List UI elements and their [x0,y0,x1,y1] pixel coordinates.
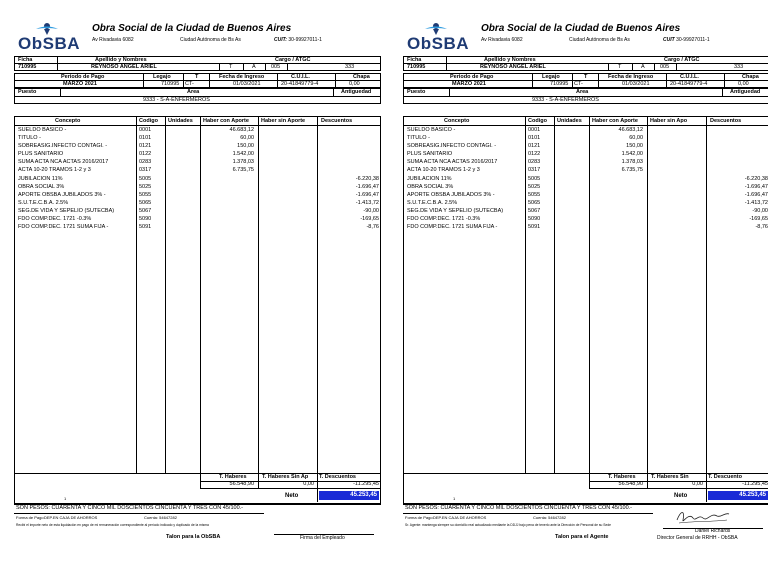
row-haber-con: 1.378,03 [232,159,254,166]
row-haber-con: 46.683,12 [229,127,254,133]
name-label: Apellido y Nombres [484,56,536,63]
col-unidades: Unidades [557,117,582,124]
row-descuento: -90,00 [752,207,768,214]
area-value: 9333 - S-A-ENFERMEROS [532,96,599,103]
row-haber-con: 60,00 [240,135,254,142]
ficha-label: Ficha [18,56,33,63]
logo-text: ObSBA [18,34,80,53]
col-haber-con: Haber con Aporte [592,117,638,124]
row-codigo: 5090 [528,216,541,223]
chapa-value: 0,00 [738,80,749,87]
ficha-value: 710995 [407,63,426,70]
total-descuentos-value: -11.295,45 [353,481,379,487]
row-codigo: 0101 [139,135,152,142]
row-descuento: -1.696,47 [355,183,379,190]
row-concepto: OBRA SOCIAL 3% [407,183,454,190]
row-concepto: APORTE OBSBA JUBILADOS 3% - [18,191,106,198]
org-cuit [274,37,322,43]
row-codigo: 5091 [528,224,541,231]
row-concepto: S.U.T.E.C.B.A. 2.5% [18,199,69,206]
cargo-label: Cargo / ATGC [275,56,311,63]
row-concepto: SEG.DE VIDA Y SEPELIO (SUTECBA) [18,207,115,214]
payslip-right [403,18,768,546]
cuenta-value: Cuenta: 54647282 [533,515,566,520]
table-row [404,126,768,134]
cuit-label: CUIT [663,37,675,43]
row-codigo: 5067 [139,207,152,214]
row-descuento: -169,65 [749,216,768,223]
total-sin-aporte-value: 0,00 [303,481,314,487]
table-row [15,126,380,134]
cargo-a: A [641,63,645,70]
puesto-label: Puesto [18,89,37,95]
org-address: Av Rivadavia 6082 [481,37,523,43]
col-concepto: Concepto [444,117,470,124]
ficha-value: 710995 [18,63,37,70]
row-haber-con: 46.683,12 [618,127,643,133]
row-haber-con: 150,00 [237,143,254,150]
talon-label: Talon para la ObSBA [166,534,221,540]
area-label: Area [187,89,200,95]
row-haber-con: 6.735,75 [232,167,254,174]
row-concepto: SOBREASIG.INFECTO CONTAGI. - [407,143,497,150]
table-row [404,199,768,207]
firma-empleado-label: Firma del Empleado [300,535,345,541]
employee-box [14,56,381,71]
cuil-label: C.U.I.L. [291,73,310,80]
row-codigo: 5055 [528,191,541,198]
period-box [403,73,768,88]
table-row [404,175,768,183]
row-concepto: APORTE OBSBA JUBILADOS 3% - [407,191,495,198]
table-row [15,183,380,191]
row-codigo: 0121 [139,143,152,150]
row-concepto: OBRA SOCIAL 3% [18,183,65,190]
row-codigo: 5091 [139,224,152,231]
row-haber-con: 1.542,00 [232,151,254,158]
row-codigo: 5090 [139,216,152,223]
total-haberes-label: T. Haberes [219,474,247,480]
col-haber-con: Haber con Aporte [203,117,249,124]
periodo-value: MARZO 2021 [63,80,97,87]
row-codigo: 5025 [139,183,152,190]
cargo-a: A [252,63,256,70]
ingreso-label: Fecha de Ingreso [608,73,654,80]
signature-icon [673,506,733,528]
table-row [404,134,768,142]
col-descuentos: Descuentos [321,117,353,124]
col-codigo: Codigo [528,117,547,124]
table-row [404,183,768,191]
cuenta-value: Cuenta: 54647282 [144,515,177,520]
row-codigo: 0122 [528,151,541,158]
row-codigo: 0121 [528,143,541,150]
col-codigo: Codigo [139,117,158,124]
employee-name: REYNOSO ANGEL ARIEL [91,63,157,70]
neto-value: 45.253,45 [319,491,379,500]
legajo-label: Legajo [153,73,171,80]
table-row [404,158,768,166]
row-haber-con: 6.735,75 [621,167,643,174]
cargo-label: Cargo / ATGC [664,56,700,63]
t-label: T [195,73,199,80]
table-row [15,199,380,207]
total-descuentos-label: T. Descuento [708,474,742,480]
row-haber-con: 1.542,00 [621,151,643,158]
row-codigo: 0283 [139,159,152,166]
row-descuento: -90,00 [363,207,379,214]
signer-name: Daniel Richards [695,528,731,534]
row-codigo: 0283 [528,159,541,166]
concept-rows [404,126,768,231]
row-codigo: 0001 [139,127,152,133]
position-box [403,88,768,104]
row-codigo: 5025 [528,183,541,190]
row-descuento: -1.696,47 [744,191,768,198]
total-sin-aporte-value: 0,00 [692,481,703,487]
ficha-label: Ficha [407,56,422,63]
neto-label: Neto [285,493,299,499]
table-row [404,223,768,231]
chapa-label: Chapa [353,73,370,80]
row-codigo: 0317 [139,167,152,174]
row-concepto: FDO COMP.DEC. 1721 -0.3% [18,216,92,223]
ingreso-value: 01/03/2021 [233,80,261,87]
slip-header [14,18,381,56]
cuil-value: 20-41849779-4 [281,80,319,87]
row-concepto: SUMA ACTA NCA ACTAS 2016/2017 [407,159,498,166]
concepts-table [403,116,768,474]
payslip-left [14,18,381,546]
cuil-value: 20-41849779-4 [670,80,708,87]
row-codigo: 5005 [528,175,541,182]
legajo-suffix: CT- [574,80,583,87]
row-concepto: TITULO - [407,135,430,142]
row-descuento: -1.413,72 [355,199,379,206]
row-concepto: FDO COMP.DEC. 1721 SUMA FIJA - [18,224,109,231]
obsba-logo [16,22,80,56]
row-haber-con: 150,00 [626,143,643,150]
row-descuento: -6.220,38 [744,175,768,182]
period-box [14,73,381,88]
forma-pago-label: Forma de Pago [16,515,44,520]
employee-box [403,56,768,71]
cargo-code: 333 [734,63,744,70]
row-concepto: SUELDO BASICO - [407,127,456,133]
antiguedad-label: Antiguedad [341,89,372,95]
table-row [404,150,768,158]
logo-text: ObSBA [407,34,469,53]
t-label: T [584,73,588,80]
row-codigo: 0122 [139,151,152,158]
cargo-num: 005 [660,63,670,70]
org-name: Obra Social de la Ciudad de Buenos Aires [92,23,292,34]
table-row [404,191,768,199]
table-row [15,150,380,158]
row-descuento: -8,76 [755,224,768,231]
col-haber-sin: Haber sin Apo [650,117,688,124]
row-codigo: 5005 [139,175,152,182]
cuit-value: 30-99927011-1 [288,37,322,43]
obsba-logo [405,22,469,56]
total-haberes-value: 56.548,90 [229,481,254,487]
org-name: Obra Social de la Ciudad de Buenos Aires [481,23,681,34]
legajo-label: Legajo [542,73,560,80]
total-haberes-value: 56.548,90 [618,481,643,487]
row-haber-con: 60,00 [629,135,643,142]
ingreso-value: 01/03/2021 [622,80,650,87]
row-concepto: S.U.T.E.C.B.A. 2.5% [407,199,458,206]
area-label: Area [576,89,589,95]
row-concepto: ACTA 10-20 TRAMOS 1-2 y 3 [18,167,91,174]
row-concepto: TITULO - [18,135,41,142]
forma-pago-value: DEP.EN CAJA DE AHORROS [433,515,487,520]
table-row [15,134,380,142]
col-unidades: Unidades [168,117,193,124]
forma-pago-value: DEP.EN CAJA DE AHORROS [44,515,98,520]
row-codigo: 5065 [139,199,152,206]
total-haberes-label: T. Haberes [608,474,636,480]
name-label: Apellido y Nombres [95,56,147,63]
row-descuento: -1.413,72 [744,199,768,206]
table-row [404,215,768,223]
table-row [15,166,380,174]
concept-rows [15,126,380,231]
row-concepto: SUMA ACTA NCA ACTAS 2016/2017 [18,159,109,166]
chapa-value: 0,00 [349,80,360,87]
chapa-label: Chapa [742,73,759,80]
cargo-num: 005 [271,63,281,70]
cargo-t: T [618,63,622,70]
page-mark: 1 [453,496,456,501]
row-codigo: 0317 [528,167,541,174]
page-mark: 1 [64,496,67,501]
row-descuento: -1.696,47 [744,183,768,190]
neto-value: 45.253,45 [708,491,768,500]
table-row [15,158,380,166]
row-codigo: 5055 [139,191,152,198]
area-value: 9333 - S-A-ENFERMEROS [143,96,210,103]
table-row [404,207,768,215]
forma-pago-label: Forma de Pago [405,515,433,520]
total-descuentos-label: T. Descuentos [319,474,356,480]
org-city: Ciudad Autónoma de Bs As [180,37,241,43]
table-row [15,191,380,199]
neto-label: Neto [674,493,688,499]
row-descuento: -6.220,38 [355,175,379,182]
cargo-code: 333 [345,63,355,70]
totals-box [403,474,768,504]
cargo-t: T [229,63,233,70]
periodo-label: Periodo de Pago [450,73,494,80]
cuil-label: C.U.I.L. [680,73,699,80]
cuit-label: CUIT: [274,37,287,43]
row-concepto: JUBILACION 11% [407,175,452,182]
slip-header [403,18,768,56]
cuit-value: 30-99927011-1 [676,37,710,43]
row-descuento: -169,65 [360,216,379,223]
row-codigo: 0101 [528,135,541,142]
col-concepto: Concepto [55,117,81,124]
periodo-value: MARZO 2021 [452,80,486,87]
row-concepto: ACTA 10-20 TRAMOS 1-2 y 3 [407,167,480,174]
table-row [15,142,380,150]
legajo-suffix: CT- [185,80,194,87]
row-descuento: -1.696,47 [355,191,379,198]
col-haber-sin: Haber sin Aporte [261,117,306,124]
antiguedad-label: Antiguedad [730,89,761,95]
position-box [14,88,381,104]
row-concepto: SEG.DE VIDA Y SEPELIO (SUTECBA) [407,207,504,214]
footer-note: Sr. Agente: mantenga siempre su domicilio real actualizado mediante la DDJJ bajo pena de tenerlo ante la Dirección de Personal de su Sede [405,523,611,527]
talon-label: Talon para el Agente [555,534,609,540]
row-concepto: SOBREASIG.INFECTO CONTAGI. - [18,143,108,150]
row-concepto: JUBILACION 11% [18,175,63,182]
table-row [15,223,380,231]
signer-title: Director General de RRHH - ObSBA [657,535,738,541]
org-address: Av Rivadavia 6082 [92,37,134,43]
row-concepto: PLUS SANITARIO [18,151,64,158]
footer-note: Recibí el importe neto de esta liquidación en pago de mi remuneración correspondiente al período indicado y duplicado de la misma [16,523,209,527]
table-row [15,215,380,223]
org-city: Ciudad Autónoma de Bs As [569,37,630,43]
org-cuit [663,37,710,43]
row-concepto: FDO COMP.DEC. 1721 SUMA FIJA - [407,224,498,231]
employee-name: REYNOSO ANGEL ARIEL [480,63,546,70]
periodo-label: Periodo de Pago [61,73,105,80]
table-row [404,166,768,174]
totals-box [14,474,381,504]
total-sin-aporte-label: T. Haberes Sin Ap [262,474,309,480]
concepts-table [14,116,381,474]
total-descuentos-value: -11.295,45 [742,481,768,487]
table-row [404,142,768,150]
table-row [15,207,380,215]
row-concepto: SUELDO BASICO - [18,127,67,133]
row-codigo: 5065 [528,199,541,206]
table-row [15,175,380,183]
legajo-value: 710995 [550,80,569,87]
puesto-label: Puesto [407,89,426,95]
row-concepto: FDO COMP.DEC. 1721 -0.3% [407,216,481,223]
row-concepto: PLUS SANITARIO [407,151,453,158]
ingreso-label: Fecha de Ingreso [219,73,265,80]
row-codigo: 0001 [528,127,541,133]
row-haber-con: 1.378,03 [621,159,643,166]
col-descuentos: Descuentos [710,117,742,124]
amount-in-words: SON PESOS: CUARENTA Y CINCO MIL DOSCIENTOS CINCUENTA Y TRES CON 45/100.- [405,505,632,511]
amount-in-words: SON PESOS: CUARENTA Y CINCO MIL DOSCIENTOS CINCUENTA Y TRES CON 45/100.- [16,505,243,511]
total-sin-aporte-label: T. Haberes Sin [651,474,689,480]
row-descuento: -8,76 [366,224,379,231]
row-codigo: 5067 [528,207,541,214]
legajo-value: 710995 [161,80,180,87]
